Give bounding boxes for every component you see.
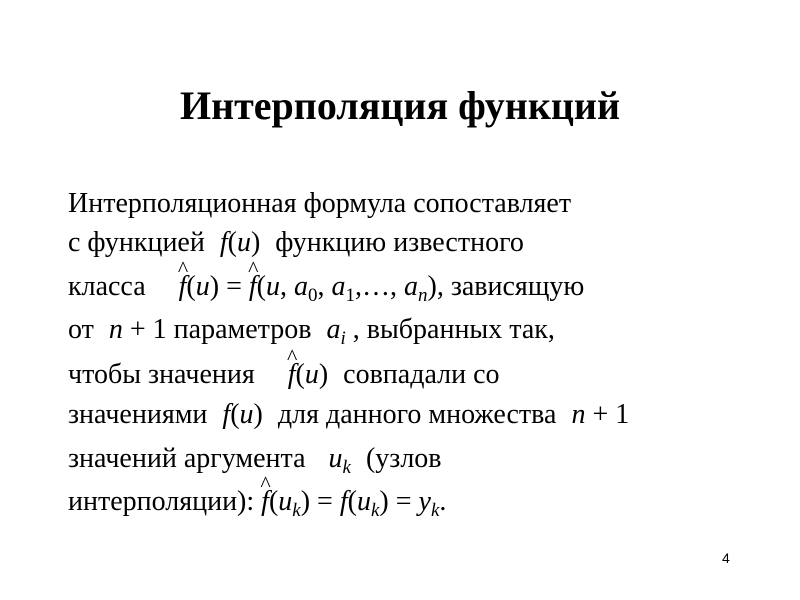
body-line-2 bbox=[68, 226, 524, 260]
body-text: от bbox=[68, 314, 94, 345]
formula-f-of-u: f(u) bbox=[222, 399, 263, 430]
body-text: класса bbox=[68, 271, 146, 302]
formula-a-i: $a_i$ bbox=[326, 314, 346, 349]
body-text: параметров bbox=[173, 314, 312, 345]
formula-n-plus-1: n + 1 bbox=[108, 314, 167, 345]
body-text: функцию известного bbox=[275, 227, 524, 258]
body-text: (узлов bbox=[365, 443, 442, 474]
formula-fhat-definition: ^ f(u) = ^ f(u, $a_0$, $a_1,\dots$, $a_n$) bbox=[179, 271, 437, 302]
body-text: , зависящую bbox=[436, 271, 585, 302]
page-number: 4 bbox=[722, 550, 730, 566]
body-line-5 bbox=[68, 358, 500, 392]
body-line-7 bbox=[68, 442, 442, 485]
formula-fhat-u: ^ f(u) bbox=[288, 359, 328, 390]
body-text: с функцией bbox=[68, 227, 205, 258]
body-text: значениями bbox=[68, 399, 208, 430]
formula-f-of-u: f(u) bbox=[219, 227, 261, 258]
body-text: Интерполяционная формула сопоставляет bbox=[68, 188, 572, 219]
body-text: чтобы значения bbox=[68, 359, 255, 390]
body-line-6 bbox=[68, 398, 629, 432]
body-text: совпадали со bbox=[343, 359, 500, 390]
body-text: значений аргумента bbox=[68, 443, 306, 474]
formula-interpolation-condition: ^ $f(u_k) = f(u_k) = y_k$. bbox=[261, 486, 446, 517]
body-text: , выбранных так, bbox=[352, 314, 555, 345]
formula-n-plus-1: n + 1 bbox=[571, 399, 630, 430]
formula-u-k: $u_k$ bbox=[328, 443, 351, 478]
body-line-1 bbox=[68, 187, 571, 221]
body-line-8 bbox=[68, 485, 446, 528]
body-line-4 bbox=[68, 313, 555, 356]
body-line-3 bbox=[68, 270, 584, 313]
body-text: для данного множества bbox=[277, 399, 557, 430]
body-text: интерполяции): bbox=[68, 486, 255, 517]
slide-title: Интерполяция функций bbox=[179, 83, 621, 128]
